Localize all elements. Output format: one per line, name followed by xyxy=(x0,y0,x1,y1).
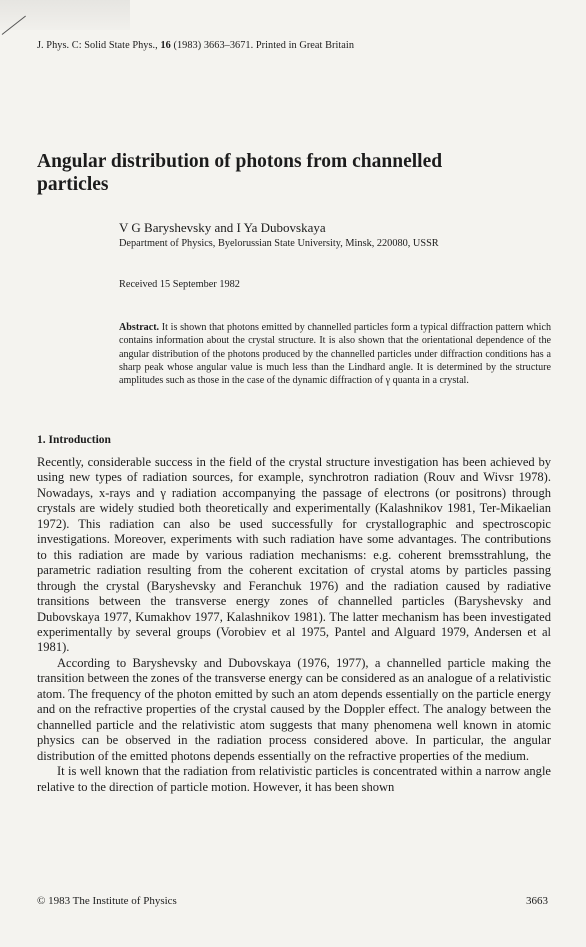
section-heading: 1. Introduction xyxy=(37,434,111,446)
paragraph: It is well known that the radiation from relativistic particles is concentrated within a narrow angle relative to the direction of particle motion. However, it has been shown xyxy=(37,764,551,794)
section-body xyxy=(37,455,551,795)
journal-citation xyxy=(37,40,354,51)
abstract xyxy=(119,321,551,387)
paragraph: Recently, considerable success in the field of the crystal structure investigation has been achieved by using new types of radiation sources, for example, synchrotron radiation (Rouv and Wivsr 1978). Nowadays, x-rays and γ radiation accompanying the passage of electrons (or positrons) through crystals are widely studied both theoretically and experimentally (Kalashnikov 1981, Ter-Mikaelian 1972). This radiation can also be used successfully for crystallographic and spectroscopic investigations. Moreover, experiments with such radiation have some advantages. The contributions to this radiation are made by various radiation mechanisms: e.g. coherent bremsstrahlung, the parametric radiation resulting from the coherent excitation of crystal atoms by particles passing through the crystal (Baryshevsky and Feranchuk 1976) and the radiation caused by radiative transitions between the transverse energy zones of channelled particles (Baryshevsky and Dubovskaya 1977, Kumakhov 1977, Kalashnikov 1981). The latter mechanism has been investigated experimentally by several groups (Vorobiev et al 1975, Pantel and Alguard 1979, Andersen et al 1981). xyxy=(37,455,551,655)
journal-suffix: (1983) 3663–3671. Printed in Great Britain xyxy=(170,40,355,51)
authors: V G Baryshevsky and I Ya Dubovskaya xyxy=(119,220,326,235)
affiliation: Department of Physics, Byelorussian State University, Minsk, 220080, USSR xyxy=(119,238,439,249)
journal-prefix: J. Phys. C: Solid State Phys., xyxy=(37,40,161,51)
page-number: 3663 xyxy=(526,895,548,907)
paper-title: Angular distribution of photons from channelled particles xyxy=(37,151,443,195)
scan-corner-shadow xyxy=(0,0,130,30)
paragraph: According to Baryshevsky and Dubovskaya (1976, 1977), a channelled particle making the transition between the zones of the transverse energy can be considered as an analogue of a relativistic atom. The frequency of the photon emitted by such an atom depends essentially on the particle energy and on the refractive properties of the crystal caused by the Doppler effect. The analogy between the channelled particle and the relativistic atom suggests that many phenomena well known in atomic physics can be observed in the radiation process considered above. In particular, the angular distribution of the emitted photons depends essentially on the refractive properties of the medium. xyxy=(37,655,551,763)
journal-volume: 16 xyxy=(160,40,171,51)
received-date: Received 15 September 1982 xyxy=(119,279,240,290)
abstract-text: It is shown that photons emitted by channelled particles form a typical diffraction pattern which contains information about the crystal structure. It is also shown that the orientational dependence of the angular distribution of the photons produced by the channelled particles under diffraction conditions has a sharp peak whose angular value is much less than the Lindhard angle. It is determined by the structure amplitudes such as those in the case of the dynamic diffraction of γ quanta in a crystal. xyxy=(119,322,551,386)
abstract-label: Abstract. xyxy=(119,322,160,333)
copyright-notice: © 1983 The Institute of Physics xyxy=(37,895,177,907)
